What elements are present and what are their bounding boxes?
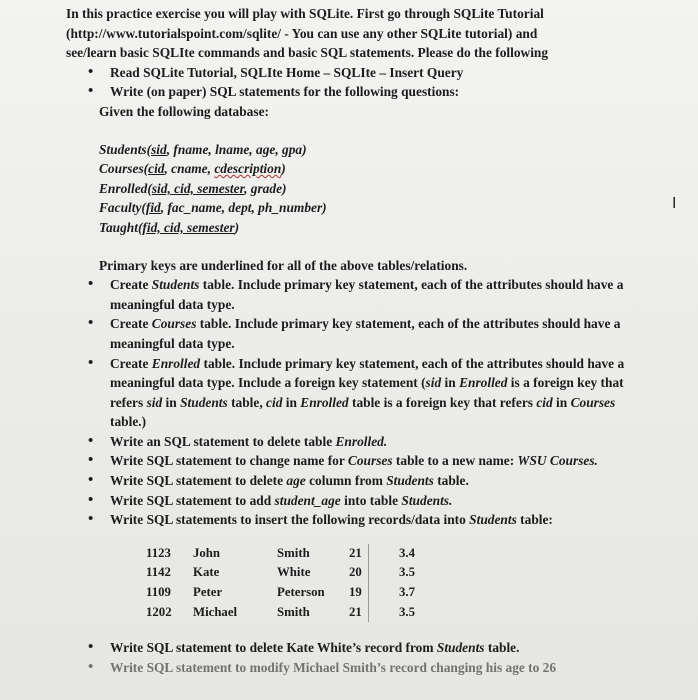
table-row bbox=[146, 603, 415, 623]
table-row bbox=[146, 544, 415, 564]
record-fname: John bbox=[193, 545, 221, 560]
record-gpa: 3.7 bbox=[399, 585, 415, 600]
record-sid: 1202 bbox=[146, 604, 172, 619]
record-sid: 1109 bbox=[146, 585, 171, 600]
primary-key-note: Primary keys are underlined for all of the above tables/relations. bbox=[99, 257, 468, 273]
intro-line-2: (http://www.tutorialspoint.com/sqlite/ - You can use any other SQLite tutorial) and bbox=[66, 25, 538, 41]
table-row bbox=[146, 583, 415, 603]
record-gpa: 3.5 bbox=[399, 565, 415, 580]
task-delete-kate-white: • Write SQL statement to delete Kate White’s record from Students table. bbox=[66, 638, 640, 658]
record-lname: White bbox=[277, 565, 311, 580]
schema-faculty: Faculty(fid, fac_name, dept, ph_number) bbox=[99, 200, 327, 216]
intro-line-3: see/learn basic SQLIte commands and basic SQL statements. Please do the following bbox=[66, 45, 549, 61]
table-row bbox=[146, 563, 415, 583]
record-gpa: 3.5 bbox=[399, 604, 415, 619]
schema-taught: Taught(fid, cid, semester) bbox=[99, 219, 240, 235]
record-sid: 1142 bbox=[146, 565, 171, 580]
text-cursor-icon: I bbox=[672, 194, 677, 212]
record-lname: Smith bbox=[277, 604, 310, 619]
bullet-read-tutorial: • Read SQLite Tutorial, SQLIte Home – SQLIte – Insert Query bbox=[66, 63, 640, 83]
schema-courses: Courses(cid, cname, cdescription) bbox=[99, 161, 286, 177]
record-gpa: 3.4 bbox=[399, 545, 415, 560]
schema-students: Students(sid, fname, lname, age, gpa) bbox=[99, 141, 307, 157]
bullet-write-statements: • Write (on paper) SQL statements for the following questions: bbox=[66, 82, 640, 102]
task-modify-michael-smith: • Write SQL statement to modify Michael Smith’s record changing his age to 26 bbox=[66, 658, 640, 666]
record-fname: Peter bbox=[193, 585, 223, 600]
database-schema bbox=[99, 140, 640, 238]
record-fname: Michael bbox=[193, 604, 238, 619]
record-sid: 1123 bbox=[146, 545, 171, 560]
top-bullet-list bbox=[66, 63, 640, 102]
bottom-task-list bbox=[66, 638, 640, 675]
record-fname: Kate bbox=[193, 565, 220, 580]
task-create-enrolled: • Create Enrolled table. Include primary key statement, each of the attributes should have a meaningful data type. Include a foreign key statement (sid in Enrolled is a foreign key that refers sid in Students table, cid in Enrolled table is a foreign key that refers cid in Courses table.) bbox=[66, 354, 640, 432]
schema-enrolled: Enrolled(sid, cid, semester, grade) bbox=[99, 180, 287, 196]
record-lname: Smith bbox=[277, 545, 310, 560]
record-age: 21 bbox=[349, 544, 385, 564]
task-create-courses: • Create Courses table. Include primary key statement, each of the attributes should have a meaningful data type. bbox=[66, 314, 640, 353]
task-add-student-age: • Write SQL statement to add student_age into table Students. bbox=[66, 491, 640, 511]
task-list bbox=[66, 275, 640, 530]
record-age: 21 bbox=[349, 603, 385, 623]
task-rename-courses: • Write SQL statement to change name for Courses table to a new name: WSU Courses. bbox=[66, 451, 640, 471]
records-table bbox=[146, 544, 415, 622]
record-age: 20 bbox=[349, 563, 385, 583]
task-delete-age-column: • Write SQL statement to delete age column from Students table. bbox=[66, 471, 640, 491]
record-lname: Peterson bbox=[277, 585, 325, 600]
task-create-students: • Create Students table. Include primary key statement, each of the attributes should have a meaningful data type. bbox=[66, 275, 640, 314]
record-age: 19 bbox=[349, 583, 385, 603]
task-insert-records: • Write SQL statements to insert the following records/data into Students table: bbox=[66, 510, 640, 530]
given-database-label: Given the following database: bbox=[99, 103, 269, 119]
intro-line-1: In this practice exercise you will play with SQLite. First go through SQLite Tutorial bbox=[66, 6, 544, 21]
task-delete-enrolled: • Write an SQL statement to delete table Enrolled. bbox=[66, 432, 640, 452]
intro-paragraph bbox=[66, 4, 640, 63]
